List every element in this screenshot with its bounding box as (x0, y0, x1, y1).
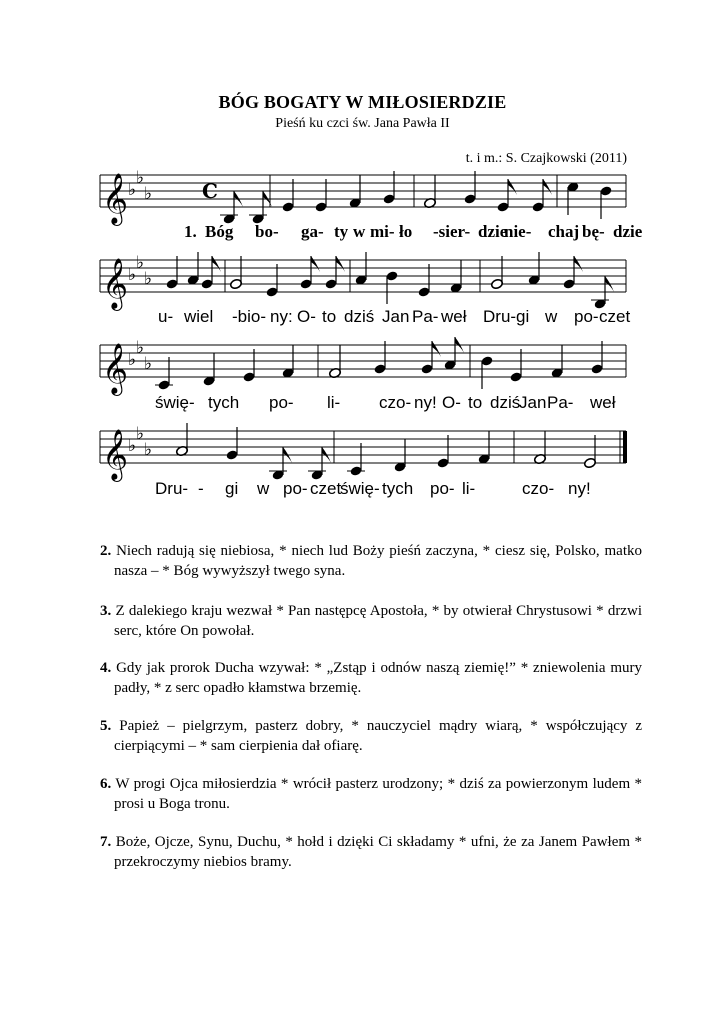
treble-clef-icon: 𝄞 (102, 343, 129, 394)
lyric-syllable: bę- (582, 222, 605, 241)
lyric-syllable: czet (310, 479, 342, 498)
lyric-syllable: -sier- (433, 222, 471, 241)
verse-number: 3. (100, 603, 112, 619)
lyric-syllable: Dru- (155, 479, 189, 498)
lyric-syllable: to (322, 307, 337, 326)
song-title: BÓG BOGATY W MIŁOSIERDZIE (218, 92, 507, 112)
lyric-syllable: dziś (344, 307, 375, 326)
author-credit: t. i m.: S. Czajkowski (2011) (465, 151, 627, 166)
flat-icon: ♭ (128, 265, 137, 285)
flat-icon: ♭ (136, 338, 145, 358)
lyric-syllable: po- (430, 479, 455, 498)
lyric-syllable: Bóg (205, 222, 234, 241)
treble-clef-icon: 𝄞 (102, 429, 129, 480)
lyric-syllable: Pa- (547, 393, 574, 412)
verse-number: 7. (100, 834, 112, 850)
lyric-syllable: świę- (340, 479, 380, 498)
lyric-syllable: li- (462, 479, 476, 498)
flat-icon: ♭ (128, 436, 137, 456)
verse-text: Papież – pielgrzym, pasterz dobry, * nauczyciel mądry wiarą, * współczujący z cierpiącymi – * sam cierpienia dał ofiarę. (114, 718, 643, 754)
lyric-syllable: to (468, 393, 483, 412)
lyric-syllable: weł (441, 307, 467, 326)
flat-icon: ♭ (128, 180, 137, 200)
note-flag (212, 256, 221, 272)
lyric-syllable: ny: (270, 307, 293, 326)
lyric-syllable: po- (269, 393, 294, 412)
lyric-syllable: dzie (478, 222, 508, 241)
verse-number: 5. (100, 718, 112, 734)
flat-icon: ♭ (144, 354, 153, 374)
treble-clef-icon: 𝄞 (102, 173, 129, 224)
lyric-syllable: gi (225, 479, 239, 498)
final-barline-thick (623, 431, 627, 463)
flat-icon: ♭ (144, 269, 153, 289)
lyric-syllable: ny! (568, 479, 591, 498)
verse-text: Niech radują się niebiosa, * niech lud Boży pieśń zaczyna, * ciesz się, Polsko, matko nasza – * Bóg wywyższył twego syna. (114, 543, 642, 579)
lyric-syllable: O- (297, 307, 316, 326)
lyric-syllable: tych (382, 479, 414, 498)
flat-icon: ♭ (136, 424, 145, 444)
note-flag (543, 179, 552, 195)
verse-7 (100, 832, 642, 872)
lyric-syllable: ty (334, 222, 349, 241)
lyric-syllable: Dru- (483, 307, 517, 326)
lyric-syllable: w (353, 222, 366, 241)
verse-text: W progi Ojca miłosierdzia * wrócił pasterz urodzony; * dziś za powierzonym ludem * prosi u Boga tronu. (114, 776, 642, 812)
lyric-syllable: - (198, 479, 204, 498)
verse-2 (100, 541, 642, 581)
lyric-syllable: Pa- (412, 307, 439, 326)
lyric-syllable: świę- (155, 393, 195, 412)
treble-clef-icon: 𝄞 (102, 258, 129, 309)
flat-icon: ♭ (128, 350, 137, 370)
lyric-syllable: dzie (613, 222, 643, 241)
flat-icon: ♭ (144, 440, 153, 460)
verse-number: 1. (184, 222, 197, 241)
lyric-syllable: u- (158, 307, 174, 326)
lyric-syllable: mi- (370, 222, 395, 241)
verse-number: 6. (100, 776, 112, 792)
lyric-syllable: ga- (301, 222, 324, 241)
lyric-syllable: bo- (255, 222, 279, 241)
lyric-syllable: w (545, 307, 558, 326)
lyric-syllable: gi (516, 307, 530, 326)
verse-number: 4. (100, 660, 112, 676)
note-flag (508, 179, 517, 195)
note-flag (574, 256, 583, 272)
lyric-syllable: Jan (382, 307, 410, 326)
lyric-syllable: tych (208, 393, 240, 412)
lyric-syllable: po- (283, 479, 308, 498)
song-subtitle: Pieśń ku czci św. Jana Pawła II (275, 116, 450, 131)
verse-5 (100, 716, 642, 756)
lyric-syllable: wiel (184, 307, 214, 326)
lyric-syllable: Jan (519, 393, 547, 412)
verse-3 (100, 601, 642, 641)
lyric-syllable: O- (442, 393, 461, 412)
lyric-syllable: czet (599, 307, 631, 326)
lyric-syllable: czo- (522, 479, 555, 498)
lyric-syllable: chaj (548, 222, 580, 241)
flat-icon: ♭ (136, 253, 145, 273)
lyric-syllable: czo- (379, 393, 412, 412)
lyric-syllable: li- (327, 393, 341, 412)
verse-4 (100, 658, 642, 698)
flat-icon: ♭ (136, 168, 145, 188)
lyric-syllable: dziś (490, 393, 521, 412)
verse-text: Boże, Ojcze, Synu, Duchu, * hołd i dzięki Ci składamy * ufni, że za Janem Pawłem * przekroczymy niebios bramy. (114, 834, 643, 870)
lyric-syllable: ło (399, 222, 413, 241)
lyric-syllable: w (257, 479, 270, 498)
lyric-syllable: -bio- (232, 307, 267, 326)
verse-text: Gdy jak prorok Ducha wzywał: * „Zstąp i odnów naszą ziemię!” * zniewolenia mury padły, * z serc opadło kłamstwa brzemię. (114, 660, 642, 696)
verse-text: Z dalekiego kraju wezwał * Pan następcę Apostoła, * by otwierał Chrystusowi * drzwi serc, które On powołał. (114, 603, 642, 639)
verse-number: 2. (100, 543, 112, 559)
note-flag (336, 256, 345, 272)
time-signature: C (202, 179, 218, 203)
lyric-syllable: weł (590, 393, 616, 412)
note-flag (311, 256, 320, 272)
lyric-syllable: ny! (414, 393, 437, 412)
verse-6 (100, 774, 642, 814)
lyric-syllable: po- (574, 307, 599, 326)
flat-icon: ♭ (144, 184, 153, 204)
lyric-syllable: nie- (504, 222, 532, 241)
note-flag (432, 341, 441, 357)
